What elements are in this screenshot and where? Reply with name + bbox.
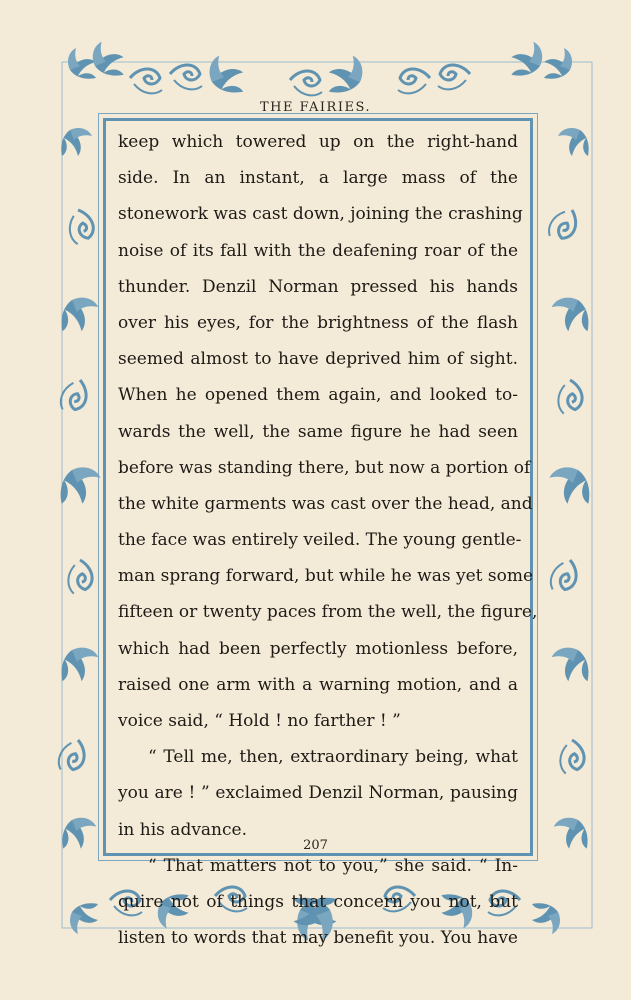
text-line: “ That matters not to you,” she said. “ In- (148, 855, 518, 876)
text-line: before was standing there, but now a portion of (118, 457, 531, 478)
text-line: thunder. Denzil Norman pressed his hands (118, 276, 518, 297)
text-line: stonework was cast down, joining the crashing (118, 204, 523, 225)
text-line: the face was entirely veiled. The young gentle- (118, 530, 522, 551)
text-line: man sprang forward, but while he was yet some (118, 566, 534, 587)
text-line: noise of its fall with the deafening roar of the (118, 240, 518, 261)
text-line: the white garments was cast over the head, and (118, 493, 533, 514)
text-line: seemed almost to have deprived him of sight. (118, 349, 518, 370)
text-line: listen to words that may benefit you. You have (118, 928, 518, 949)
text-line: side. In an instant, a large mass of the (118, 168, 518, 189)
text-line: in his advance. (118, 819, 247, 840)
text-line: fifteen or twenty paces from the well, the figure, (118, 602, 538, 623)
text-line: “ Tell me, then, extraordinary being, what (148, 747, 518, 768)
body-text (118, 124, 538, 956)
text-line: voice said, “ Hold ! no farther ! ” (118, 711, 401, 731)
text-line: over his eyes, for the brightness of the flash (118, 312, 518, 333)
text-line: keep which towered up on the right-hand (118, 132, 518, 152)
page-number: 207 (303, 838, 328, 853)
running-head: THE FAIRIES. (259, 100, 372, 115)
text-line: quire not of things that concern you not, but (118, 891, 518, 912)
text-line: you are ! ” exclaimed Denzil Norman, pausing (118, 783, 518, 804)
text-line: which had been perfectly motionless before, (118, 638, 518, 659)
text-line: raised one arm with a warning motion, and a (118, 674, 518, 695)
text-line: wards the well, the same figure he had seen (118, 421, 518, 442)
text-line: When he opened them again, and looked to- (118, 385, 518, 406)
